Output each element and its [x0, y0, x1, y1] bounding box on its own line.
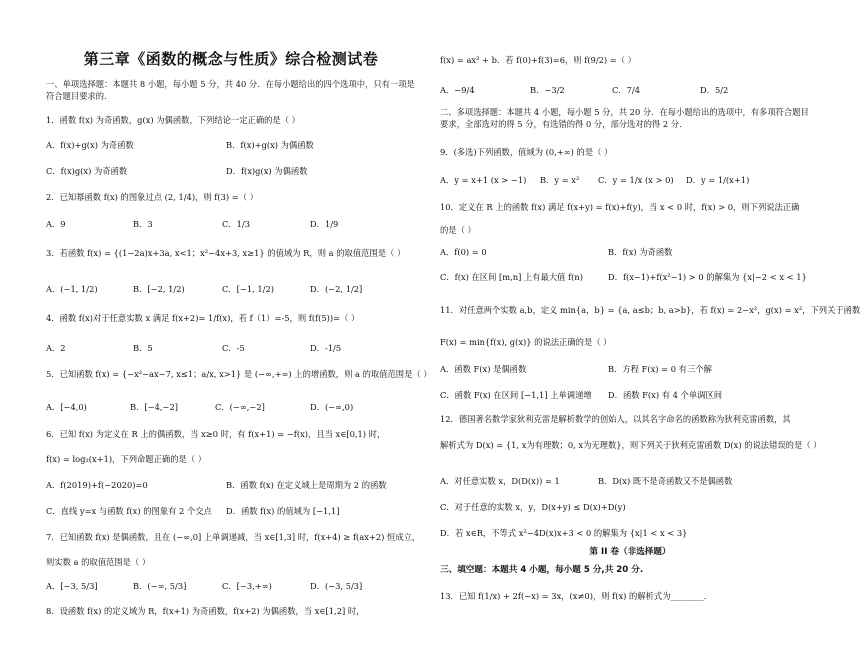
q10-option-d: D．f(x−1)+f(x²−1) > 0 的解集为 {x|−2 < x < 1}: [608, 272, 807, 282]
q6-option-a: A．f(2019)+f(−2020)=0: [46, 480, 148, 490]
q8-option-d: D．5/2: [700, 85, 729, 95]
q11-option-b: B．方程 F(x) = 0 有三个解: [608, 364, 712, 374]
q4-option-c: C．-5: [222, 343, 245, 353]
q4-option-a: A．2: [46, 343, 66, 353]
q1-option-c: C．f(x)g(x) 为奇函数: [46, 166, 128, 176]
section-2-instructions: 二、多项选择题：本题共 4 小题，每小题 5 分，共 20 分．在每小题给出的选项中，有多项符合题目要求，全部选对的得 5 分，有选错的得 0 分，部分选对的得 2 分．: [440, 107, 809, 129]
q7-option-d: D．(−3, 5/3]: [310, 581, 363, 591]
section-1-instructions: 一、单项选择题：本题共 8 小题，每小题 5 分，共 40 分．在每小题给出的四个选项中，只有一项是符合题目要求的．: [46, 79, 415, 101]
question-4: 4．函数 f(x)对于任意实数 x 满足 f(x+2)= 1/f(x)，若 f（1）=-5，则 f(f(5))=（ ）: [46, 313, 360, 323]
q9-option-b: B．y = x²: [540, 175, 580, 185]
q10-option-b: B．f(x) 为奇函数: [608, 247, 673, 257]
question-2: 2．已知幂函数 f(x) 的图象过点 (2, 1/4)，则 f(3) =（ ）: [46, 192, 258, 202]
question-9: 9．(多选)下列函数，值域为 (0,+∞) 的是（ ）: [440, 147, 613, 157]
q4-option-d: D．-1/5: [310, 343, 342, 353]
q9-option-c: C．y = 1/x (x > 0): [598, 175, 674, 185]
q5-option-b: B．[−4,−2]: [130, 402, 178, 412]
q3-option-c: C．[−1, 1/2): [222, 284, 274, 294]
q12-option-d: D．若 x∈R，不等式 x²−4D(x)x+3 < 0 的解集为 {x|1 < x < 3}: [440, 528, 688, 538]
q8-option-b: B．−3/2: [530, 85, 565, 95]
question-7-line-2: 则实数 a 的取值范围是（ ）: [46, 557, 151, 567]
q11-option-c: C．函数 F(x) 在区间 [−1,1] 上单调递增: [440, 390, 592, 400]
question-12-line-1: 12．德国著名数学家狄利克雷是解析数学的创始人，以其名字命名的函数称为狄利克雷函数，其: [440, 414, 791, 424]
q2-option-a: A．9: [46, 219, 66, 229]
q7-option-c: C．[−3,+∞): [222, 581, 272, 591]
question-6-line-2: f(x) = log₂(x+1)，下列命题正确的是（ ）: [46, 454, 207, 464]
q1-option-a: A．f(x)+g(x) 为奇函数: [46, 140, 134, 150]
question-5: 5．已知函数 f(x) = {−x²−ax−7, x≤1；a/x, x>1} 是 (−∞,+∞) 上的增函数，则 a 的取值范围是（ ）: [46, 369, 432, 379]
question-10-line-2: 的是（ ）: [440, 225, 476, 235]
q6-option-d: D．函数 f(x) 的值域为 [−1,1]: [226, 506, 340, 516]
q12-option-b: B．D(x) 既不是奇函数又不是偶函数: [598, 476, 733, 486]
q9-option-d: D．y = 1/(x+1): [686, 175, 750, 185]
q4-option-b: B．5: [133, 343, 153, 353]
section-3-instructions: 三、填空题：本题共 4 小题，每小题 5 分,共 20 分.: [440, 565, 644, 575]
question-8: 8．设函数 f(x) 的定义域为 R，f(x+1) 为奇函数，f(x+2) 为偶函数，当 x∈[1,2] 时，: [46, 606, 365, 616]
q3-option-a: A．(−1, 1/2): [46, 284, 98, 294]
q2-option-d: D．1/9: [310, 219, 339, 229]
q12-option-a: A．对任意实数 x，D(D(x)) = 1: [440, 476, 560, 486]
question-7-line-1: 7．已知函数 f(x) 是偶函数，且在 (−∞,0] 上单调递减，当 x∈[1,3] 时，f(x+4) ≥ f(ax+2) 恒成立，: [46, 532, 421, 542]
question-10-line-1: 10．定义在 R 上的函数 f(x) 满足 f(x+y) = f(x)+f(y)，当 x < 0 时，f(x) > 0，则下列说法正确: [440, 202, 800, 212]
question-8-continued: f(x) = ax² + b．若 f(0)+f(3)=6，则 f(9/2) =（ ）: [440, 55, 636, 65]
q10-option-a: A．f(0) = 0: [440, 247, 487, 257]
q2-option-b: B．3: [133, 219, 153, 229]
q5-option-c: C．(−∞,−2]: [215, 402, 265, 412]
q9-option-a: A．y = x+1 (x > −1): [440, 175, 527, 185]
q7-option-a: A．[−3, 5/3]: [46, 581, 98, 591]
question-13: 13．已知 f(1/x) + 2f(−x) = 3x，(x≠0)，则 f(x) 的解析式为________.: [440, 591, 707, 601]
question-1: 1．函数 f(x) 为奇函数，g(x) 为偶函数，下列结论一定正确的是（ ）: [46, 115, 300, 125]
question-11-line-1: 11．对任意两个实数 a,b，定义 min{a，b} = {a, a≤b；b, a>b}，若 f(x) = 2−x²，g(x) = x²，下列关于函数: [440, 305, 860, 315]
question-6-line-1: 6．已知 f(x) 为定义在 R 上的偶函数，当 x≥0 时，有 f(x+1) = −f(x)，且当 x∈[0,1) 时，: [46, 429, 386, 439]
q10-option-c: C．f(x) 在区间 [m,n] 上有最大值 f(n): [440, 272, 584, 282]
q2-option-c: C．1/3: [222, 219, 250, 229]
q3-option-b: B．[−2, 1/2): [133, 284, 185, 294]
q5-option-a: A．[−4,0): [46, 402, 87, 412]
q5-option-d: D．(−∞,0): [310, 402, 354, 412]
question-3: 3．若函数 f(x) = {(1−2a)x+3a, x<1；x²−4x+3, x≥1} 的值域为 R，则 a 的取值范围是（ ）: [46, 248, 406, 258]
q8-option-a: A．−9/4: [440, 85, 475, 95]
q1-option-b: B．f(x)+g(x) 为偶函数: [226, 140, 314, 150]
q12-option-c: C．对于任意的实数 x，y，D(x+y) ≤ D(x)+D(y): [440, 502, 626, 512]
question-12-line-2: 解析式为 D(x) = {1, x为有理数；0, x为无理数}，则下列关于狄利克雷函数 D(x) 的说法错误的是（ ）: [440, 440, 822, 450]
q11-option-d: D．函数 F(x) 有 4 个单调区间: [608, 390, 723, 400]
q7-option-b: B．(−∞, 5/3]: [133, 581, 187, 591]
part-2-heading: 第 II 卷（非选择题）: [589, 547, 671, 557]
question-11-line-2: F(x) = min{f(x), g(x)} 的说法正确的是（ ）: [440, 337, 612, 347]
q8-option-c: C．7/4: [612, 85, 640, 95]
page-title: 第三章《函数的概念与性质》综合检测试卷: [83, 50, 379, 68]
q6-option-c: C．直线 y=x 与函数 f(x) 的图象有 2 个交点: [46, 506, 212, 516]
q1-option-d: D．f(x)g(x) 为偶函数: [226, 166, 308, 176]
q6-option-b: B．函数 f(x) 在定义域上是周期为 2 的函数: [226, 480, 387, 490]
q11-option-a: A．函数 F(x) 是偶函数: [440, 364, 527, 374]
q3-option-d: D．(−2, 1/2]: [310, 284, 363, 294]
